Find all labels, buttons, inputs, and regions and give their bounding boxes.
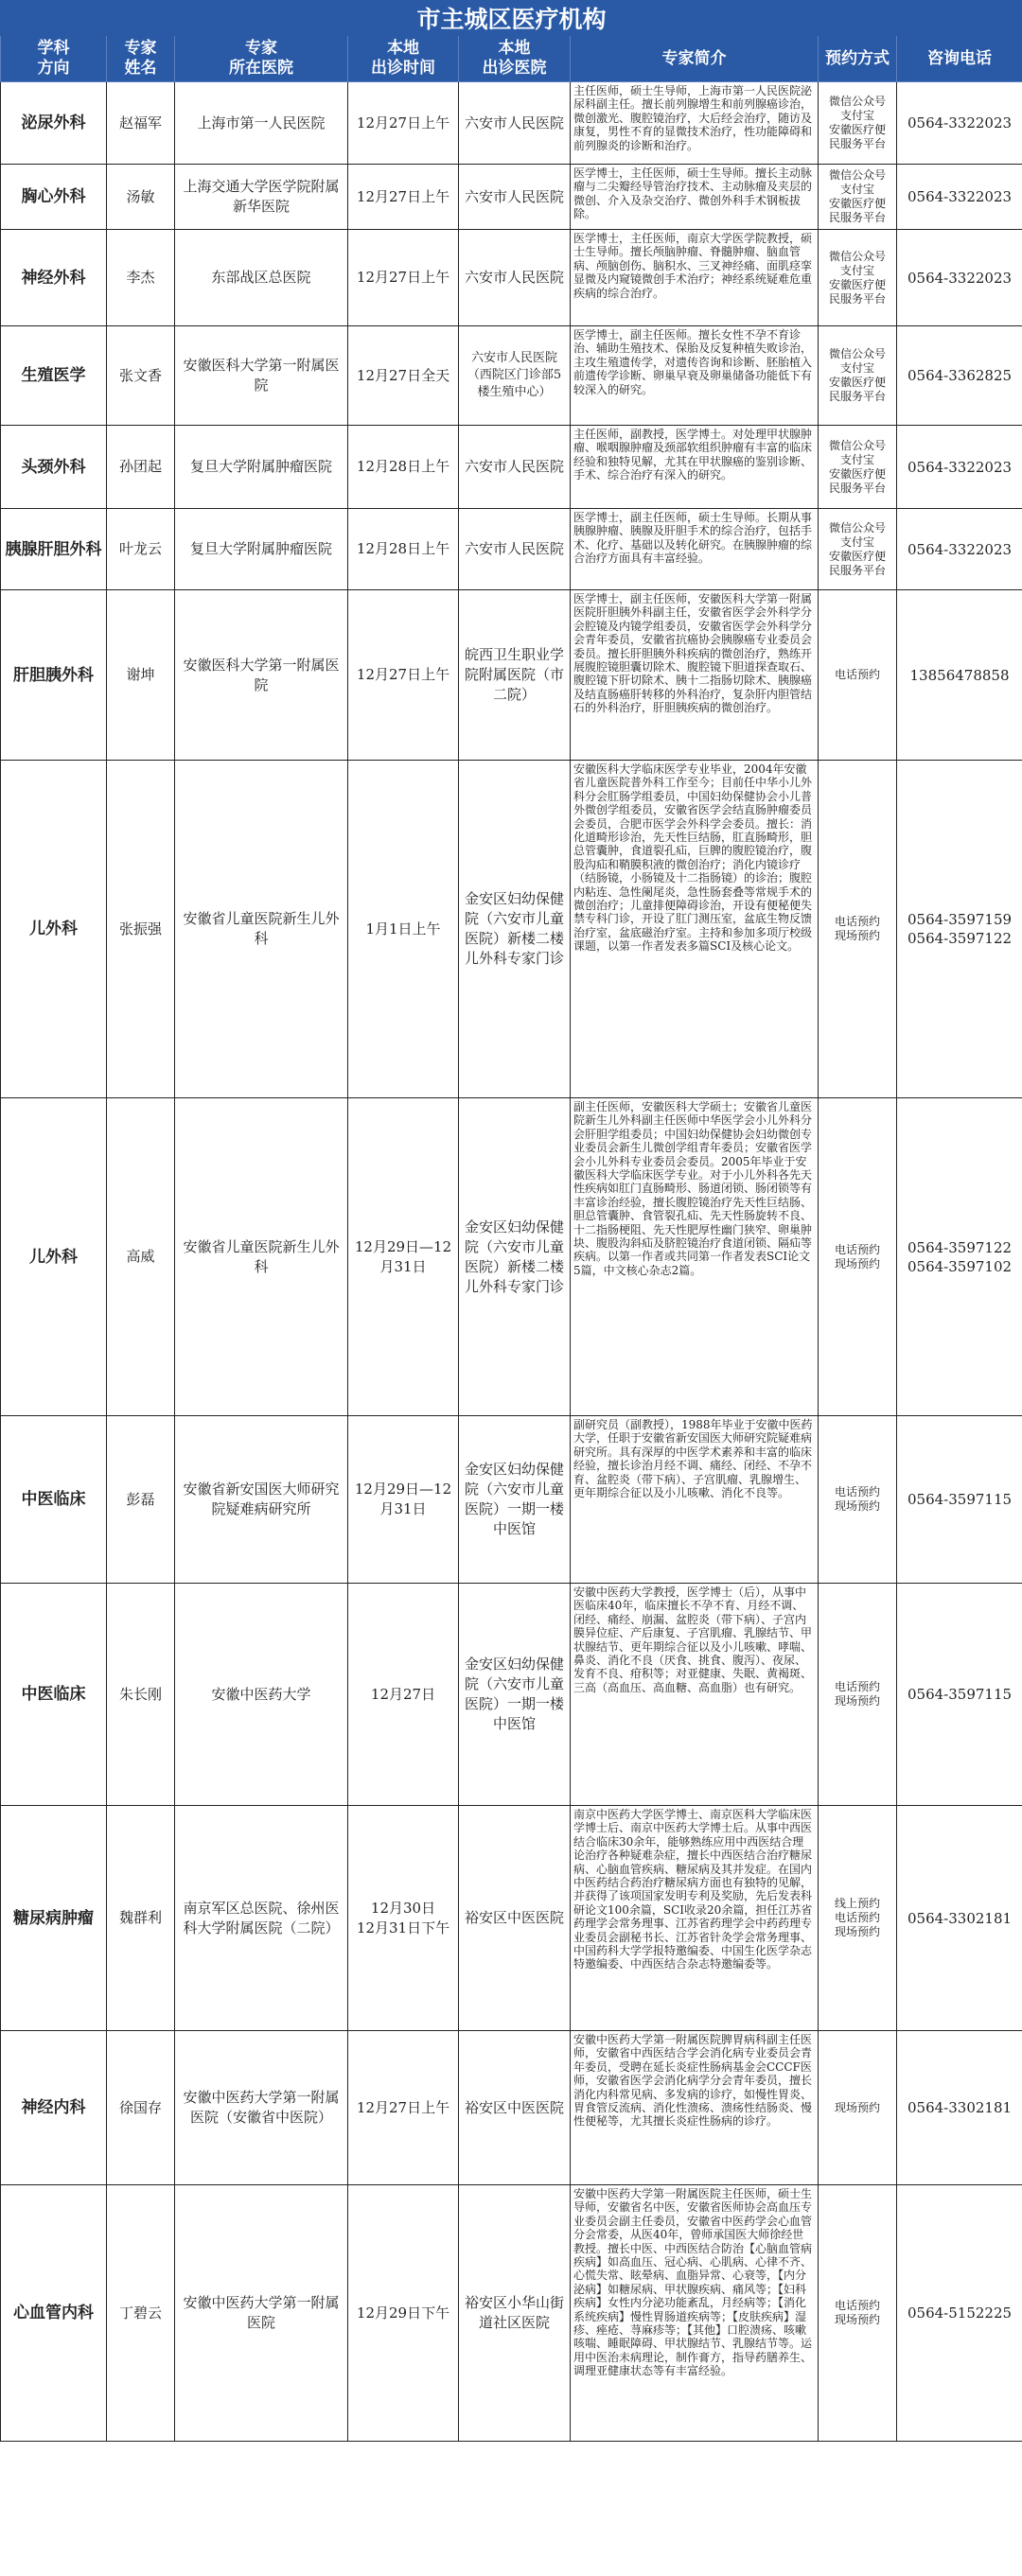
booking-method-cell: 电话预约 现场预约 bbox=[819, 761, 897, 1098]
expert-hospital-cell: 上海市第一人民医院 bbox=[175, 82, 348, 165]
page-title: 市主城区医疗机构 bbox=[1, 1, 1022, 36]
expert-name-cell: 丁碧云 bbox=[107, 2185, 175, 2442]
header-hospital: 专家 所在医院 bbox=[175, 36, 348, 82]
clinic-location-cell: 六安市人民医院 bbox=[459, 509, 571, 590]
expert-intro-cell: 医学博士，主任医师，南京大学医学院教授，硕士生导师。擅长颅脑肿瘤、脊髓肿瘤、脑血管病、颅脑创伤、脑积水、三叉神经痛、面肌痉挛显微及内窥镜微创手术治疗；神经系统疑难危重疾病的综合治疗。 bbox=[571, 230, 819, 326]
booking-method-cell: 现场预约 bbox=[819, 2031, 897, 2185]
expert-hospital-cell: 安徽中医药大学 bbox=[175, 1584, 348, 1806]
clinic-time-cell: 12月27日上午 bbox=[348, 82, 459, 165]
dept-cell: 糖尿病肿瘤 bbox=[1, 1806, 107, 2031]
clinic-time-cell: 12月30日 12月31日下午 bbox=[348, 1806, 459, 2031]
phone-cell: 0564-3322023 bbox=[897, 426, 1022, 509]
expert-hospital-cell: 南京军区总医院、徐州医科大学附属医院（二院） bbox=[175, 1806, 348, 2031]
expert-intro-cell: 医学博士，副主任医师。擅长女性不孕不育诊治、辅助生殖技术、保胎及反复种植失败诊治，主攻生殖遗传学，对遗传咨询和诊断、胚胎植入前遗传学诊断、卵巢早衰及卵巢储备功能低下有较深入的研究。 bbox=[571, 326, 819, 426]
clinic-time-cell: 12月29日—12月31日 bbox=[348, 1416, 459, 1584]
table-row bbox=[1, 509, 1022, 590]
expert-intro-cell: 主任医师，副教授，医学博士。对处理甲状腺肿瘤、喉咽腺肿瘤及颈部软组织肿瘤有丰富的临床经验和独特见解，尤其在甲状腺癌的鉴别诊断、手术、综合治疗有深入的研究。 bbox=[571, 426, 819, 509]
clinic-time-cell: 1月1日上午 bbox=[348, 761, 459, 1098]
expert-intro-cell: 主任医师，硕士生导师，上海市第一人民医院泌尿科副主任。擅长前列腺增生和前列腺癌诊治，微创激光、腹腔镜治疗，大后经会治疗，随访及康复，男性不育的显微技术治疗，性功能障碍和前列腺炎的诊断和治疗。 bbox=[571, 82, 819, 165]
table-row bbox=[1, 2031, 1022, 2185]
clinic-location-cell: 金安区妇幼保健院（六安市儿童医院）新楼二楼儿外科专家门诊 bbox=[459, 761, 571, 1098]
booking-method-cell: 电话预约 现场预约 bbox=[819, 1584, 897, 1806]
clinic-location-cell: 金安区妇幼保健院（六安市儿童医院）新楼二楼儿外科专家门诊 bbox=[459, 1098, 571, 1416]
clinic-location-cell: 金安区妇幼保健院（六安市儿童医院）一期一楼中医馆 bbox=[459, 1416, 571, 1584]
phone-cell: 0564-3597115 bbox=[897, 1416, 1022, 1584]
booking-method-cell: 电话预约 现场预约 bbox=[819, 1098, 897, 1416]
phone-cell: 0564-3597115 bbox=[897, 1584, 1022, 1806]
clinic-location-cell: 六安市人民医院（西院区门诊部5楼生殖中心） bbox=[459, 326, 571, 426]
phone-cell: 0564-3322023 bbox=[897, 509, 1022, 590]
dept-cell: 儿外科 bbox=[1, 1098, 107, 1416]
expert-hospital-cell: 安徽医科大学第一附属医院 bbox=[175, 326, 348, 426]
expert-name-cell: 赵福军 bbox=[107, 82, 175, 165]
clinic-time-cell: 12月27日上午 bbox=[348, 165, 459, 230]
table-header-row bbox=[1, 36, 1022, 82]
expert-intro-cell: 安徽医科大学临床医学专业毕业，2004年安徽省儿童医院普外科工作至今；目前任中华小儿外科分会肛肠学组委员，中国妇幼保健协会小儿普外微创学组委员，安徽省医学会结直肠肿瘤委员会委员，合肥市医学会外科学会委员。擅长：消化道畸形诊治，先天性巨结肠，肛直肠畸形，胆总管囊肿，食道裂孔疝，巨脾的腹腔镜治疗，腹股沟疝和鞘膜积液的微创治疗；消化内镜诊疗（结肠镜，小肠镜及十二指肠镜）的诊治；腹腔内粘连、急性阑尾炎，急性肠套叠等常规手术的微创治疗；儿童排便障碍诊治，开设有便秘便失禁专科门诊，开设了肛门测压室，盆底生物反馈治疗室，盆底磁治疗室。主持和参加多项厅校级课题，以第一作者发表多篇SCI及核心论文。 bbox=[571, 761, 819, 1098]
clinic-location-cell: 六安市人民医院 bbox=[459, 426, 571, 509]
table-row bbox=[1, 1584, 1022, 1806]
clinic-location-cell: 六安市人民医院 bbox=[459, 230, 571, 326]
header-location: 本地 出诊医院 bbox=[459, 36, 571, 82]
clinic-time-cell: 12月27日全天 bbox=[348, 326, 459, 426]
expert-intro-cell: 医学博士，主任医师，硕士生导师。擅长主动脉瘤与二尖瓣经导管治疗技术、主动脉瘤及夹层的微创、介入及杂交治疗、微创外科手术钢板拔除。 bbox=[571, 165, 819, 230]
expert-name-cell: 汤敏 bbox=[107, 165, 175, 230]
header-phone: 咨询电话 bbox=[897, 36, 1022, 82]
dept-cell: 肝胆胰外科 bbox=[1, 590, 107, 761]
table-row bbox=[1, 2185, 1022, 2442]
booking-method-cell: 微信公众号 支付宝 安徽医疗便 民服务平台 bbox=[819, 82, 897, 165]
dept-cell: 心血管内科 bbox=[1, 2185, 107, 2442]
phone-cell: 0564-3322023 bbox=[897, 165, 1022, 230]
expert-hospital-cell: 安徽省新安国医大师研究院疑难病研究所 bbox=[175, 1416, 348, 1584]
clinic-time-cell: 12月27日上午 bbox=[348, 230, 459, 326]
phone-cell: 0564-3302181 bbox=[897, 1806, 1022, 2031]
header-dept: 学科 方向 bbox=[1, 36, 107, 82]
expert-name-cell: 孙团起 bbox=[107, 426, 175, 509]
phone-cell: 0564-3597159 0564-3597122 bbox=[897, 761, 1022, 1098]
phone-cell: 0564-3362825 bbox=[897, 326, 1022, 426]
expert-hospital-cell: 东部战区总医院 bbox=[175, 230, 348, 326]
phone-cell: 13856478858 bbox=[897, 590, 1022, 761]
dept-cell: 神经外科 bbox=[1, 230, 107, 326]
expert-hospital-cell: 上海交通大学医学院附属新华医院 bbox=[175, 165, 348, 230]
expert-name-cell: 李杰 bbox=[107, 230, 175, 326]
expert-name-cell: 张文香 bbox=[107, 326, 175, 426]
expert-intro-cell: 医学博士，副主任医师，硕士生导师。长期从事胰腺肿瘤、胰腺及肝胆手术的综合治疗，包括手术、化疗、基础以及转化研究。在胰腺肿瘤的综合治疗方面具有丰富经验。 bbox=[571, 509, 819, 590]
dept-cell: 胰腺肝胆外科 bbox=[1, 509, 107, 590]
clinic-location-cell: 裕安区中医医院 bbox=[459, 1806, 571, 2031]
clinic-time-cell: 12月27日 bbox=[348, 1584, 459, 1806]
expert-intro-cell: 安徽中医药大学教授，医学博士（后），从事中医临床40年，临床擅长不孕不育、月经不调、闭经、痛经、崩漏、盆腔炎（带下病）、子宫内膜异位症、产后康复、子宫肌瘤、乳腺结节、甲状腺结节、更年期综合征以及小儿咳嗽、哮喘、鼻炎、消化不良（厌食、挑食、腹泻）、夜尿、发育不良、疳积等；对亚健康、失眠、黄褐斑、三高（高血压、高血糖、高血脂）也有研究。 bbox=[571, 1584, 819, 1806]
dept-cell: 生殖医学 bbox=[1, 326, 107, 426]
booking-method-cell: 线上预约 电话预约 现场预约 bbox=[819, 1806, 897, 2031]
clinic-location-cell: 六安市人民医院 bbox=[459, 82, 571, 165]
dept-cell: 胸心外科 bbox=[1, 165, 107, 230]
dept-cell: 中医临床 bbox=[1, 1416, 107, 1584]
expert-intro-cell: 医学博士，副主任医师，安徽医科大学第一附属医院肝胆胰外科副主任，安徽省医学会外科学分会腔镜及内镜学组委员，安徽省医学会外科学分会青年委员，安徽省抗癌协会胰腺癌专业委员会委员。擅长肝胆胰外科疾病的微创治疗，熟练开展腹腔镜胆囊切除术、腹腔镜下胆道探查取石、腹腔镜下肝切除术、胰十二指肠切除术、胰腺癌及结直肠癌肝转移的外科治疗，复杂肝内胆管结石的外科治疗，肝胆胰疾病的微创治疗。 bbox=[571, 590, 819, 761]
table-row bbox=[1, 1806, 1022, 2031]
clinic-time-cell: 12月27日上午 bbox=[348, 2031, 459, 2185]
expert-hospital-cell: 安徽中医药大学第一附属医院（安徽省中医院） bbox=[175, 2031, 348, 2185]
booking-method-cell: 电话预约 现场预约 bbox=[819, 1416, 897, 1584]
table-row bbox=[1, 1416, 1022, 1584]
expert-hospital-cell: 复旦大学附属肿瘤医院 bbox=[175, 426, 348, 509]
expert-intro-cell: 安徽中医药大学第一附属医院脾胃病科副主任医师，安徽省中西医结合学会消化病专业委员会青年委员，受聘在延长炎症性肠病基金会CCCF医师，安徽省医学会消化病学分会青年委员，擅长消化内科常见病、多发病的诊疗，如慢性胃炎、胃食管反流病、消化性溃疡、溃疡性结肠炎、慢性便秘等，尤其擅长炎症性肠病的诊疗。 bbox=[571, 2031, 819, 2185]
phone-cell: 0564-3322023 bbox=[897, 82, 1022, 165]
expert-hospital-cell: 复旦大学附属肿瘤医院 bbox=[175, 509, 348, 590]
booking-method-cell: 电话预约 bbox=[819, 590, 897, 761]
expert-name-cell: 叶龙云 bbox=[107, 509, 175, 590]
booking-method-cell: 电话预约 现场预约 bbox=[819, 2185, 897, 2442]
dept-cell: 头颈外科 bbox=[1, 426, 107, 509]
expert-name-cell: 朱长刚 bbox=[107, 1584, 175, 1806]
booking-method-cell: 微信公众号 支付宝 安徽医疗便 民服务平台 bbox=[819, 165, 897, 230]
booking-method-cell: 微信公众号 支付宝 安徽医疗便 民服务平台 bbox=[819, 509, 897, 590]
expert-name-cell: 魏群利 bbox=[107, 1806, 175, 2031]
expert-name-cell: 谢坤 bbox=[107, 590, 175, 761]
booking-method-cell: 微信公众号 支付宝 安徽医疗便 民服务平台 bbox=[819, 326, 897, 426]
booking-method-cell: 微信公众号 支付宝 安徽医疗便 民服务平台 bbox=[819, 426, 897, 509]
phone-cell: 0564-3302181 bbox=[897, 2031, 1022, 2185]
table-row bbox=[1, 1098, 1022, 1416]
clinic-time-cell: 12月28日上午 bbox=[348, 426, 459, 509]
expert-intro-cell: 副主任医师，安徽医科大学硕士；安徽省儿童医院新生儿外科副主任医师中华医学会小儿外科分会肝胆学组委员；中国妇幼保健协会妇幼微创专业委员会新生儿微创学组青年委员；安徽省医学会小儿外科专业委员会委员。2005年毕业于安徽医科大学临床医学专业。对于小儿外科各先天性疾病如肛门直肠畸形、肠道闭锁、肠闭锁等有丰富诊治经验，擅长腹腔镜治疗先天性巨结肠、胆总管囊肿、食管裂孔疝、先天性肠旋转不良、十二指肠梗阻、先天性肥厚性幽门狭窄、卵巢肿块、腹股沟斜疝及脐腔镜治疗食道闭锁、隔疝等疾病。以第一作者或共同第一作者发表SCI论文5篇，中文核心杂志2篇。 bbox=[571, 1098, 819, 1416]
expert-name-cell: 张振强 bbox=[107, 761, 175, 1098]
expert-hospital-cell: 安徽省儿童医院新生儿外科 bbox=[175, 1098, 348, 1416]
clinic-time-cell: 12月29日下午 bbox=[348, 2185, 459, 2442]
phone-cell: 0564-3597122 0564-3597102 bbox=[897, 1098, 1022, 1416]
dept-cell: 中医临床 bbox=[1, 1584, 107, 1806]
expert-name-cell: 彭磊 bbox=[107, 1416, 175, 1584]
expert-intro-cell: 安徽中医药大学第一附属医院主任医师，硕士生导师，安徽省名中医，安徽省医师协会高血压专业委员会副主任委员，安徽省中医药学会心血管分会常委，从医40年，曾师承国医大师徐经世教授。擅长中医、中西医结合防治【心脑血管病疾病】如高血压、冠心病、心肌病、心律不齐、心慌失常、眩晕病、血脂异常、心衰等，【内分泌病】如糖尿病、甲状腺疾病、痛风等；【妇科疾病】女性内分泌功能紊乱，月经病等；【消化系统疾病】慢性胃肠道疾病等；【皮肤疾病】湿疹、痤疮、荨麻疹等；【其他】口腔溃疡、咳嗽咳喘、睡眠障碍、甲状腺结节、乳腺结节等。运用中医治未病理论，制作膏方，指导药膳养生、调理亚健康状态等有丰富经验。 bbox=[571, 2185, 819, 2442]
table-row bbox=[1, 326, 1022, 426]
dept-cell: 儿外科 bbox=[1, 761, 107, 1098]
expert-hospital-cell: 安徽省儿童医院新生儿外科 bbox=[175, 761, 348, 1098]
phone-cell: 0564-5152225 bbox=[897, 2185, 1022, 2442]
phone-cell: 0564-3322023 bbox=[897, 230, 1022, 326]
clinic-location-cell: 六安市人民医院 bbox=[459, 165, 571, 230]
header-booking: 预约方式 bbox=[819, 36, 897, 82]
clinic-time-cell: 12月27日上午 bbox=[348, 590, 459, 761]
table-row bbox=[1, 426, 1022, 509]
expert-hospital-cell: 安徽医科大学第一附属医院 bbox=[175, 590, 348, 761]
clinic-location-cell: 金安区妇幼保健院（六安市儿童医院）一期一楼中医馆 bbox=[459, 1584, 571, 1806]
dept-cell: 泌尿外科 bbox=[1, 82, 107, 165]
header-intro: 专家简介 bbox=[571, 36, 819, 82]
table-row bbox=[1, 230, 1022, 326]
table-row bbox=[1, 82, 1022, 165]
clinic-location-cell: 裕安区中医医院 bbox=[459, 2031, 571, 2185]
table-row bbox=[1, 590, 1022, 761]
expert-name-cell: 高威 bbox=[107, 1098, 175, 1416]
expert-intro-cell: 副研究员（副教授），1988年毕业于安徽中医药大学，任职于安徽省新安国医大师研究院疑难病研究所。具有深厚的中医学术素养和丰富的临床经验，擅长诊治月经不调、痛经、闭经、不孕不育、盆腔炎（带下病）、子宫肌瘤、乳腺增生、更年期综合征以及小儿咳嗽、消化不良等。 bbox=[571, 1416, 819, 1584]
expert-intro-cell: 南京中医药大学医学博士、南京医科大学临床医学博士后、南京中医药大学博士后。从事中西医结合临床30余年，能够熟练应用中西医结合理论治疗各种疑难杂症，擅长中西医结合治疗糖尿病、心脑血管疾病、糖尿病及其并发症。在国内中医药结合药治疗糖尿病方面也有独特的见解，并获得了该项国家发明专利及奖励，先后发表科研论文100余篇，SCI收录20余篇，担任江苏省药理学会常务理事、江苏省药理学会中药药理专业委员会副秘书长、江苏省针灸学会常务理事、中国药科大学学报特邀编委、中国生化医学杂志特邀编委、中西医结合杂志特邀编委等。 bbox=[571, 1806, 819, 2031]
table-row bbox=[1, 165, 1022, 230]
header-name: 专家 姓名 bbox=[107, 36, 175, 82]
header-time: 本地 出诊时间 bbox=[348, 36, 459, 82]
clinic-time-cell: 12月28日上午 bbox=[348, 509, 459, 590]
expert-hospital-cell: 安徽中医药大学第一附属医院 bbox=[175, 2185, 348, 2442]
clinic-location-cell: 裕安区小华山街道社区医院 bbox=[459, 2185, 571, 2442]
dept-cell: 神经内科 bbox=[1, 2031, 107, 2185]
booking-method-cell: 微信公众号 支付宝 安徽医疗便 民服务平台 bbox=[819, 230, 897, 326]
expert-name-cell: 徐国存 bbox=[107, 2031, 175, 2185]
clinic-time-cell: 12月29日—12月31日 bbox=[348, 1098, 459, 1416]
clinic-location-cell: 皖西卫生职业学院附属医院（市二院） bbox=[459, 590, 571, 761]
table-row bbox=[1, 761, 1022, 1098]
